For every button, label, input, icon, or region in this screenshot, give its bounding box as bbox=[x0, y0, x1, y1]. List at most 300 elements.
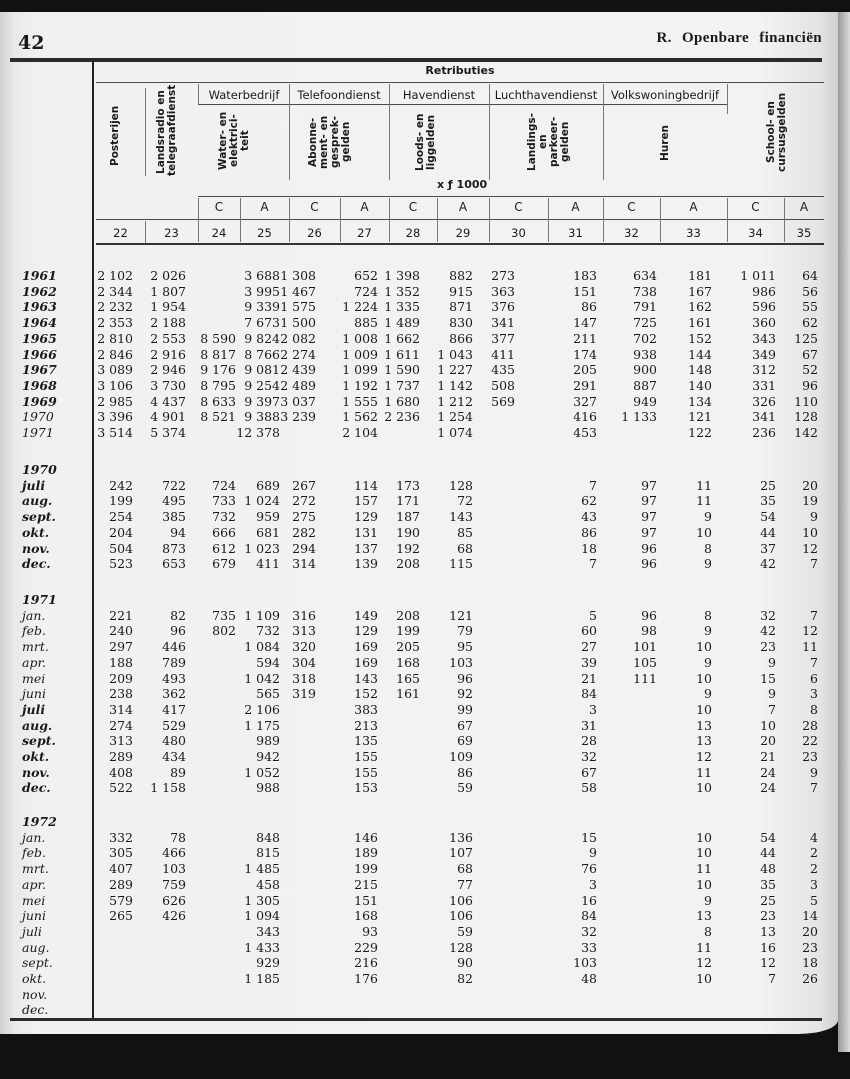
table-cell: 316 bbox=[292, 607, 316, 623]
table-cell: 26 bbox=[802, 971, 818, 986]
table-cell: 3 bbox=[589, 701, 597, 717]
table-cell: 1 680 bbox=[384, 393, 420, 409]
table-cell: 3 106 bbox=[97, 377, 133, 393]
table-cell: 1 011 bbox=[740, 268, 776, 283]
table-cell: 254 bbox=[109, 509, 133, 525]
table-cell: 62 bbox=[581, 493, 597, 509]
table-cell: 190 bbox=[396, 524, 420, 540]
table-cell: 408 bbox=[109, 764, 133, 780]
table-cell: 942 bbox=[256, 749, 280, 764]
column-number: 26 bbox=[307, 226, 322, 240]
table-cell: 136 bbox=[449, 829, 473, 845]
table-cell: 343 bbox=[256, 923, 280, 939]
stub-label: mei bbox=[22, 892, 46, 908]
stub-year-label: 1971 bbox=[22, 592, 57, 607]
table-cell: 949 bbox=[633, 393, 657, 409]
table-cell: 1 142 bbox=[437, 377, 473, 393]
unit-label: x ƒ 1000 bbox=[437, 178, 488, 191]
table-cell: 458 bbox=[256, 876, 280, 892]
table-cell: 882 bbox=[449, 268, 473, 283]
table-cell: 10 bbox=[696, 524, 712, 540]
table-cell: 103 bbox=[573, 955, 597, 971]
stub-year-label: 1970 bbox=[22, 462, 57, 477]
table-cell: 1 611 bbox=[384, 346, 420, 362]
column-number: 24 bbox=[211, 226, 227, 240]
table-cell: 885 bbox=[354, 315, 378, 331]
stub-label: aug. bbox=[22, 939, 50, 955]
table-cell: 9 824 bbox=[244, 330, 280, 346]
table-cell: 2 026 bbox=[150, 268, 186, 283]
table-cell: 18 bbox=[802, 955, 818, 971]
ca-divider bbox=[660, 198, 661, 242]
table-cell: 314 bbox=[109, 701, 133, 717]
table-cell: 3 089 bbox=[97, 362, 133, 378]
stub-label: mrt. bbox=[22, 639, 49, 655]
table-cell: 9 bbox=[589, 845, 597, 861]
table-cell: 11 bbox=[802, 639, 818, 655]
col-title-landsradio: Landsradio en telegraafdienst bbox=[155, 84, 178, 176]
table-cell: 147 bbox=[573, 315, 597, 331]
table-cell: 3 bbox=[589, 876, 597, 892]
table-cell: 13 bbox=[696, 733, 712, 749]
table-cell: 22 bbox=[802, 733, 818, 749]
column-number: 25 bbox=[257, 226, 272, 240]
table-cell: 11 bbox=[696, 493, 712, 509]
table-cell: 289 bbox=[109, 876, 133, 892]
table-cell: 732 bbox=[212, 509, 236, 525]
table-cell: 11 bbox=[696, 764, 712, 780]
table-cell: 738 bbox=[633, 283, 657, 299]
table-cell: 434 bbox=[162, 749, 186, 764]
table-cell: 312 bbox=[752, 362, 776, 378]
col-title-water-elektriciteit: Water- en elektrici- teit bbox=[217, 111, 251, 171]
table-cell: 362 bbox=[162, 686, 186, 702]
table-cell: 155 bbox=[354, 749, 378, 764]
table-cell: 9 bbox=[768, 686, 776, 702]
table-cell: 594 bbox=[256, 654, 280, 670]
table-cell: 9 bbox=[704, 509, 712, 525]
column-number: 23 bbox=[164, 226, 179, 240]
table-cell: 94 bbox=[170, 524, 186, 540]
table-cell: 6 bbox=[810, 670, 818, 686]
table-cell: 152 bbox=[354, 686, 378, 702]
bottom-rule bbox=[10, 1018, 822, 1021]
table-cell: 1 489 bbox=[384, 315, 420, 331]
table-cell: 20 bbox=[802, 477, 818, 493]
table-cell: 1 158 bbox=[150, 780, 186, 796]
table-cell: 10 bbox=[696, 845, 712, 861]
table-cell: 199 bbox=[109, 493, 133, 509]
table-cell: 1 352 bbox=[384, 283, 420, 299]
table-cell: 1 485 bbox=[244, 861, 280, 877]
table-cell: 341 bbox=[752, 409, 776, 425]
stub-label: 1970 bbox=[22, 409, 54, 425]
stub-label: juli bbox=[22, 701, 46, 717]
stub-label: aug. bbox=[22, 493, 53, 509]
table-cell: 67 bbox=[457, 717, 473, 733]
table-cell: 131 bbox=[354, 524, 378, 540]
num-divider bbox=[145, 221, 146, 243]
stub-divider bbox=[92, 60, 94, 1018]
table-cell: 58 bbox=[581, 780, 597, 796]
table-cell: 759 bbox=[162, 876, 186, 892]
table-cell: 59 bbox=[457, 923, 473, 939]
table-cell: 273 bbox=[491, 268, 515, 283]
table-cell: 2 274 bbox=[280, 346, 316, 362]
table-cell: 12 bbox=[696, 955, 712, 971]
table-cell: 1 500 bbox=[280, 315, 316, 331]
table-cell: 848 bbox=[256, 829, 280, 845]
table-cell: 1 308 bbox=[280, 268, 316, 283]
table-cell: 495 bbox=[162, 493, 186, 509]
table-cell: 8 795 bbox=[200, 377, 236, 393]
table-cell: 291 bbox=[573, 377, 597, 393]
table-cell: 1 099 bbox=[342, 362, 378, 378]
table-cell: 216 bbox=[354, 955, 378, 971]
table-cell: 1 024 bbox=[244, 493, 280, 509]
table-cell: 7 673 bbox=[244, 315, 280, 331]
table-cell: 171 bbox=[396, 493, 420, 509]
table-cell: 508 bbox=[491, 377, 515, 393]
table-cell: 192 bbox=[396, 540, 420, 556]
table-cell: 90 bbox=[457, 955, 473, 971]
table-cell: 988 bbox=[256, 780, 280, 796]
table-cell: 313 bbox=[292, 623, 316, 639]
table-cell: 39 bbox=[581, 654, 597, 670]
table-cell: 9 bbox=[704, 623, 712, 639]
table-cell: 10 bbox=[696, 876, 712, 892]
table-cell: 3 bbox=[810, 876, 818, 892]
table-cell: 1 227 bbox=[437, 362, 473, 378]
table-cell: 866 bbox=[449, 330, 473, 346]
table-cell: 146 bbox=[354, 829, 378, 845]
table-cell: 79 bbox=[457, 623, 473, 639]
table-cell: 8 bbox=[704, 540, 712, 556]
column-number: 34 bbox=[748, 226, 763, 240]
table-cell: 32 bbox=[581, 923, 597, 939]
table-cell: 8 bbox=[810, 701, 818, 717]
table-cell: 10 bbox=[696, 670, 712, 686]
table-cell: 2 916 bbox=[150, 346, 186, 362]
table-cell: 9 bbox=[704, 892, 712, 908]
table-cell: 3 688 bbox=[244, 268, 280, 283]
table-cell: 68 bbox=[457, 861, 473, 877]
table-cell: 1 212 bbox=[437, 393, 473, 409]
table-cell: 149 bbox=[354, 607, 378, 623]
ca-label: C bbox=[408, 200, 418, 214]
table-cell: 144 bbox=[688, 346, 712, 362]
table-cell: 2 232 bbox=[97, 299, 133, 315]
table-cell: 92 bbox=[457, 686, 473, 702]
table-cell: 11 bbox=[696, 861, 712, 877]
table-cell: 1 133 bbox=[621, 409, 657, 425]
table-cell: 314 bbox=[292, 556, 316, 572]
table-cell: 12 bbox=[802, 540, 818, 556]
table-cell: 35 bbox=[760, 876, 776, 892]
table-cell: 173 bbox=[396, 477, 420, 493]
table-cell: 634 bbox=[633, 268, 657, 283]
table-cell: 9 bbox=[810, 509, 818, 525]
col-title-huren: Huren bbox=[659, 124, 671, 162]
col-title-loodsgelden: Loods- en liggelden bbox=[414, 113, 437, 171]
ca-label: A bbox=[458, 200, 468, 214]
table-cell: 162 bbox=[688, 299, 712, 315]
table-cell: 666 bbox=[212, 524, 236, 540]
table-cell: 9 bbox=[704, 556, 712, 572]
stub-label: juli bbox=[22, 477, 46, 493]
table-cell: 62 bbox=[802, 315, 818, 331]
stub-label: dec. bbox=[22, 1002, 49, 1018]
table-cell: 411 bbox=[256, 556, 280, 572]
table-cell: 11 bbox=[696, 477, 712, 493]
stub-label: jan. bbox=[22, 829, 46, 845]
table-cell: 129 bbox=[354, 623, 378, 639]
table-cell: 128 bbox=[449, 477, 473, 493]
table-cell: 86 bbox=[581, 299, 597, 315]
table-cell: 830 bbox=[449, 315, 473, 331]
stub-label: okt. bbox=[22, 971, 47, 986]
table-cell: 10 bbox=[696, 701, 712, 717]
table-cell: 129 bbox=[354, 509, 378, 525]
table-cell: 8 bbox=[704, 923, 712, 939]
table-cell: 106 bbox=[449, 908, 473, 924]
table-cell: 153 bbox=[354, 780, 378, 796]
table-cell: 1 305 bbox=[244, 892, 280, 908]
column-number: 32 bbox=[624, 226, 639, 240]
table-cell: 3 514 bbox=[97, 425, 133, 440]
table-cell: 139 bbox=[354, 556, 378, 572]
table-cell: 735 bbox=[212, 607, 236, 623]
table-cell: 480 bbox=[162, 733, 186, 749]
table-cell: 579 bbox=[109, 892, 133, 908]
table-cell: 240 bbox=[109, 623, 133, 639]
table-cell: 331 bbox=[752, 377, 776, 393]
table-cell: 89 bbox=[170, 764, 186, 780]
table-cell: 24 bbox=[760, 764, 776, 780]
table-cell: 96 bbox=[457, 670, 473, 686]
table-cell: 122 bbox=[688, 425, 712, 440]
table-cell: 493 bbox=[162, 670, 186, 686]
page-gutter-edge bbox=[838, 12, 850, 1052]
table-cell: 681 bbox=[256, 524, 280, 540]
table-cell: 522 bbox=[109, 780, 133, 796]
stub-label: aug. bbox=[22, 717, 53, 733]
table-cell: 7 bbox=[810, 654, 818, 670]
table-cell: 13 bbox=[696, 908, 712, 924]
hdr-div bbox=[389, 84, 390, 180]
hdr-div bbox=[489, 84, 490, 180]
table-cell: 679 bbox=[212, 556, 236, 572]
table-cell: 1 807 bbox=[150, 283, 186, 299]
table-cell: 96 bbox=[641, 607, 657, 623]
table-cell: 121 bbox=[688, 409, 712, 425]
table-cell: 332 bbox=[109, 829, 133, 845]
table-cell: 1 074 bbox=[437, 425, 473, 440]
table-cell: 187 bbox=[396, 509, 420, 525]
table-cell: 8 817 bbox=[200, 346, 236, 362]
column-number: 31 bbox=[568, 226, 583, 240]
table-cell: 887 bbox=[633, 377, 657, 393]
table-cell: 9 397 bbox=[244, 393, 280, 409]
table-cell: 732 bbox=[256, 623, 280, 639]
table-cell: 724 bbox=[212, 477, 236, 493]
stub-year-label: 1972 bbox=[22, 814, 57, 829]
table-cell: 77 bbox=[457, 876, 473, 892]
table-cell: 1 185 bbox=[244, 971, 280, 986]
table-cell: 55 bbox=[802, 299, 818, 315]
table-cell: 13 bbox=[760, 923, 776, 939]
column-number: 27 bbox=[357, 226, 372, 240]
table-cell: 85 bbox=[457, 524, 473, 540]
table-cell: 33 bbox=[581, 939, 597, 955]
table-cell: 10 bbox=[802, 524, 818, 540]
table-cell: 96 bbox=[641, 540, 657, 556]
ca-label: A bbox=[689, 200, 698, 214]
table-cell: 289 bbox=[109, 749, 133, 764]
table-cell: 8 590 bbox=[200, 330, 236, 346]
table-cell: 376 bbox=[491, 299, 515, 315]
table-cell: 383 bbox=[354, 701, 378, 717]
table-cell: 96 bbox=[641, 556, 657, 572]
table-cell: 377 bbox=[491, 330, 515, 346]
table-cell: 42 bbox=[760, 556, 776, 572]
table-cell: 2 104 bbox=[342, 425, 378, 440]
table-cell: 5 374 bbox=[150, 425, 186, 440]
page-number: 42 bbox=[18, 32, 45, 54]
table-cell: 523 bbox=[109, 556, 133, 572]
running-head bbox=[10, 30, 822, 54]
table-cell: 21 bbox=[760, 749, 776, 764]
ca-divider bbox=[603, 198, 604, 242]
table-cell: 343 bbox=[752, 330, 776, 346]
table-cell: 9 bbox=[704, 686, 712, 702]
table-cell: 565 bbox=[256, 686, 280, 702]
table-cell: 1 094 bbox=[244, 908, 280, 924]
table-cell: 10 bbox=[696, 829, 712, 845]
table-cell: 7 bbox=[768, 971, 776, 986]
table-cell: 9 254 bbox=[244, 377, 280, 393]
table-cell: 236 bbox=[752, 425, 776, 440]
group-luchthavendienst: Luchthavendienst bbox=[494, 88, 598, 102]
table-cell: 2 bbox=[810, 861, 818, 877]
ca-label: C bbox=[514, 200, 523, 214]
table-cell: 10 bbox=[696, 780, 712, 796]
table-cell: 44 bbox=[760, 845, 776, 861]
table-cell: 4 901 bbox=[150, 409, 186, 425]
column-number: 22 bbox=[113, 226, 128, 240]
table-cell: 128 bbox=[794, 409, 818, 425]
table-cell: 7 bbox=[589, 477, 597, 493]
column-number: 29 bbox=[455, 226, 471, 240]
table-cell: 1 335 bbox=[384, 299, 420, 315]
table-cell: 3 bbox=[810, 686, 818, 702]
table-cell: 169 bbox=[354, 654, 378, 670]
table-cell: 135 bbox=[354, 733, 378, 749]
ca-label: A bbox=[571, 200, 580, 214]
table-cell: 10 bbox=[696, 971, 712, 986]
ca-divider bbox=[489, 198, 490, 242]
group-telefoondienst: Telefoondienst bbox=[297, 88, 381, 102]
table-cell: 294 bbox=[292, 540, 316, 556]
stub-label: 1962 bbox=[22, 283, 57, 299]
table-cell: 21 bbox=[581, 670, 597, 686]
table-cell: 97 bbox=[641, 493, 657, 509]
table-cell: 900 bbox=[633, 362, 657, 378]
table-cell: 137 bbox=[354, 540, 378, 556]
table-cell: 1 084 bbox=[244, 639, 280, 655]
column-number: 33 bbox=[686, 226, 701, 240]
table-cell: 15 bbox=[581, 829, 597, 845]
ca-rule-bottom bbox=[96, 219, 824, 220]
table-cell: 54 bbox=[760, 829, 776, 845]
stub-label: okt. bbox=[22, 524, 50, 540]
table-cell: 326 bbox=[752, 393, 776, 409]
table-cell: 363 bbox=[491, 283, 515, 299]
stub-label: jan. bbox=[22, 607, 46, 623]
stub-label: 1966 bbox=[22, 346, 57, 362]
table-cell: 318 bbox=[292, 670, 316, 686]
table-cell: 204 bbox=[109, 524, 133, 540]
table-cell: 1 109 bbox=[244, 607, 280, 623]
table-cell: 107 bbox=[449, 845, 473, 861]
group-waterbedrijf: Waterbedrijf bbox=[208, 88, 280, 102]
table-cell: 282 bbox=[292, 524, 316, 540]
table-cell: 327 bbox=[573, 393, 597, 409]
table-cell: 161 bbox=[396, 686, 420, 702]
stub-label: feb. bbox=[22, 845, 46, 861]
table-cell: 25 bbox=[760, 477, 776, 493]
table-cell: 702 bbox=[633, 330, 657, 346]
stub-label: dec. bbox=[22, 780, 51, 796]
table-cell: 23 bbox=[760, 908, 776, 924]
table-cell: 43 bbox=[581, 509, 597, 525]
table-cell: 32 bbox=[760, 607, 776, 623]
table-cell: 23 bbox=[802, 749, 818, 764]
stub-label: juli bbox=[22, 923, 42, 939]
table-cell: 20 bbox=[760, 733, 776, 749]
ca-label: C bbox=[214, 200, 224, 214]
table-cell: 1 467 bbox=[280, 283, 316, 299]
table-cell: 238 bbox=[109, 686, 133, 702]
table-cell: 8 521 bbox=[200, 409, 236, 425]
table-cell: 84 bbox=[581, 686, 597, 702]
table-cell: 78 bbox=[170, 829, 186, 845]
table-cell: 24 bbox=[760, 780, 776, 796]
table-cell: 213 bbox=[354, 717, 378, 733]
stub-label: sept. bbox=[22, 733, 56, 749]
ca-divider bbox=[240, 198, 241, 242]
table-cell: 125 bbox=[794, 330, 818, 346]
table-cell: 28 bbox=[802, 717, 818, 733]
table-cell: 12 bbox=[760, 955, 776, 971]
table-cell: 86 bbox=[581, 524, 597, 540]
table-cell: 76 bbox=[581, 861, 597, 877]
table-cell: 95 bbox=[457, 639, 473, 655]
stub-label: okt. bbox=[22, 749, 50, 764]
table-cell: 134 bbox=[688, 393, 712, 409]
table-cell: 2 106 bbox=[244, 701, 280, 717]
table-cell: 82 bbox=[457, 971, 473, 986]
table-cell: 466 bbox=[162, 845, 186, 861]
table-cell: 208 bbox=[396, 556, 420, 572]
table-cell: 143 bbox=[354, 670, 378, 686]
table-cell: 1 052 bbox=[244, 764, 280, 780]
table-cell: 3 239 bbox=[280, 409, 316, 425]
table-cell: 724 bbox=[354, 283, 378, 299]
table-cell: 1 737 bbox=[384, 377, 420, 393]
table-cell: 12 bbox=[802, 623, 818, 639]
table-cell: 7 bbox=[810, 556, 818, 572]
